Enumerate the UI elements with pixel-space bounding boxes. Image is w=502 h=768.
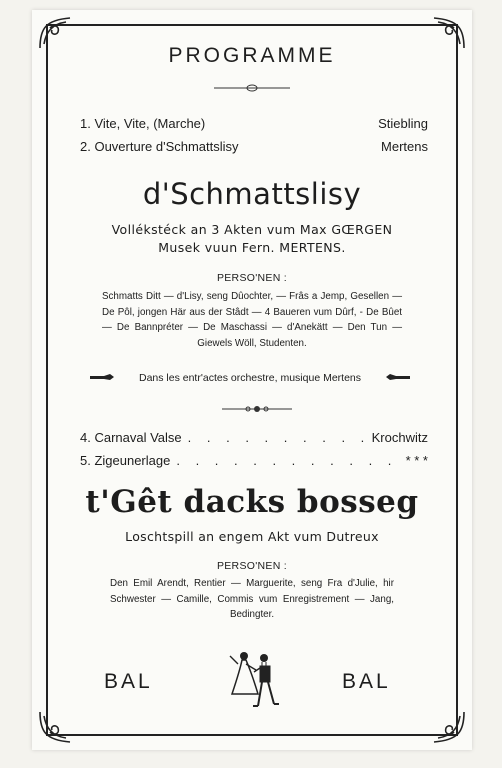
cast-list: Schmatts Ditt — d'Lisy, seng Dûochter, — Frâs a Jemp, Gesellen — De Pôl, jongen Här aus der Stâdt — 4 Baueren vum Dûrf, - De Bûet — De Bannpréter — De Maschassi — d'Anekätt — Den Tun — Giewels Wöll, Studenten.: [102, 291, 402, 349]
pointing-hand-icon: [384, 372, 412, 384]
item-title: 1. Vite, Vite, (Marche): [80, 116, 206, 131]
item-composer: Krochwitz: [371, 430, 428, 445]
corner-ornament-bottom-right: [428, 706, 468, 746]
play-title: t'Gêt dacks bosseg: [85, 484, 419, 520]
play-music-line: Musek vuun Fern. MERTENS.: [158, 240, 346, 255]
programme-item-5: [80, 453, 428, 468]
entracte-note: Dans les entr'actes orchestre, musique Mertens: [138, 372, 362, 384]
programme-item-2: [80, 139, 428, 154]
programme-item-4: [80, 430, 428, 445]
play-author-line: Loschtspill an engem Akt vum Dutreux: [125, 529, 379, 544]
play-author-line: Vollékstéck an 3 Akten vum Max GŒRGEN: [111, 222, 393, 237]
item-title: 2. Ouverture d'Schmattslisy: [80, 139, 239, 154]
leader-dots: [188, 430, 366, 445]
cast-heading: PERSO'NEN :: [216, 272, 288, 284]
divider-ornament-middle: [222, 402, 292, 416]
item-title: 5. Zigeunerlage: [80, 453, 171, 468]
corner-ornament-bottom-left: [36, 706, 76, 746]
entracte-note-row: [88, 372, 412, 384]
item-title: 4. Carnaval Valse: [80, 430, 182, 445]
item-composer: Stiebling: [378, 116, 428, 131]
item-composer: * * *: [405, 453, 428, 468]
leader-dots: [176, 453, 399, 468]
programme-title: PROGRAMME: [168, 44, 336, 67]
bal-right: BAL: [342, 670, 391, 693]
bal-left: BAL: [104, 670, 153, 693]
cast-heading: PERSO'NEN :: [216, 560, 288, 572]
divider-ornament-top: [214, 82, 290, 94]
play-title: d'Schmattslisy: [142, 177, 362, 211]
pointing-hand-icon: [88, 372, 116, 384]
cast-list: Den Emil Arendt, Rentier — Marguerite, seng Fra d'Julie, hir Schwester — Camille, Commis vum Enregistrement — Jang, Bedingter.: [110, 578, 394, 621]
programme-page: [32, 10, 472, 750]
programme-item-1: [80, 116, 428, 131]
item-composer: Mertens: [381, 139, 428, 154]
dancing-couple-illustration: [224, 646, 284, 718]
